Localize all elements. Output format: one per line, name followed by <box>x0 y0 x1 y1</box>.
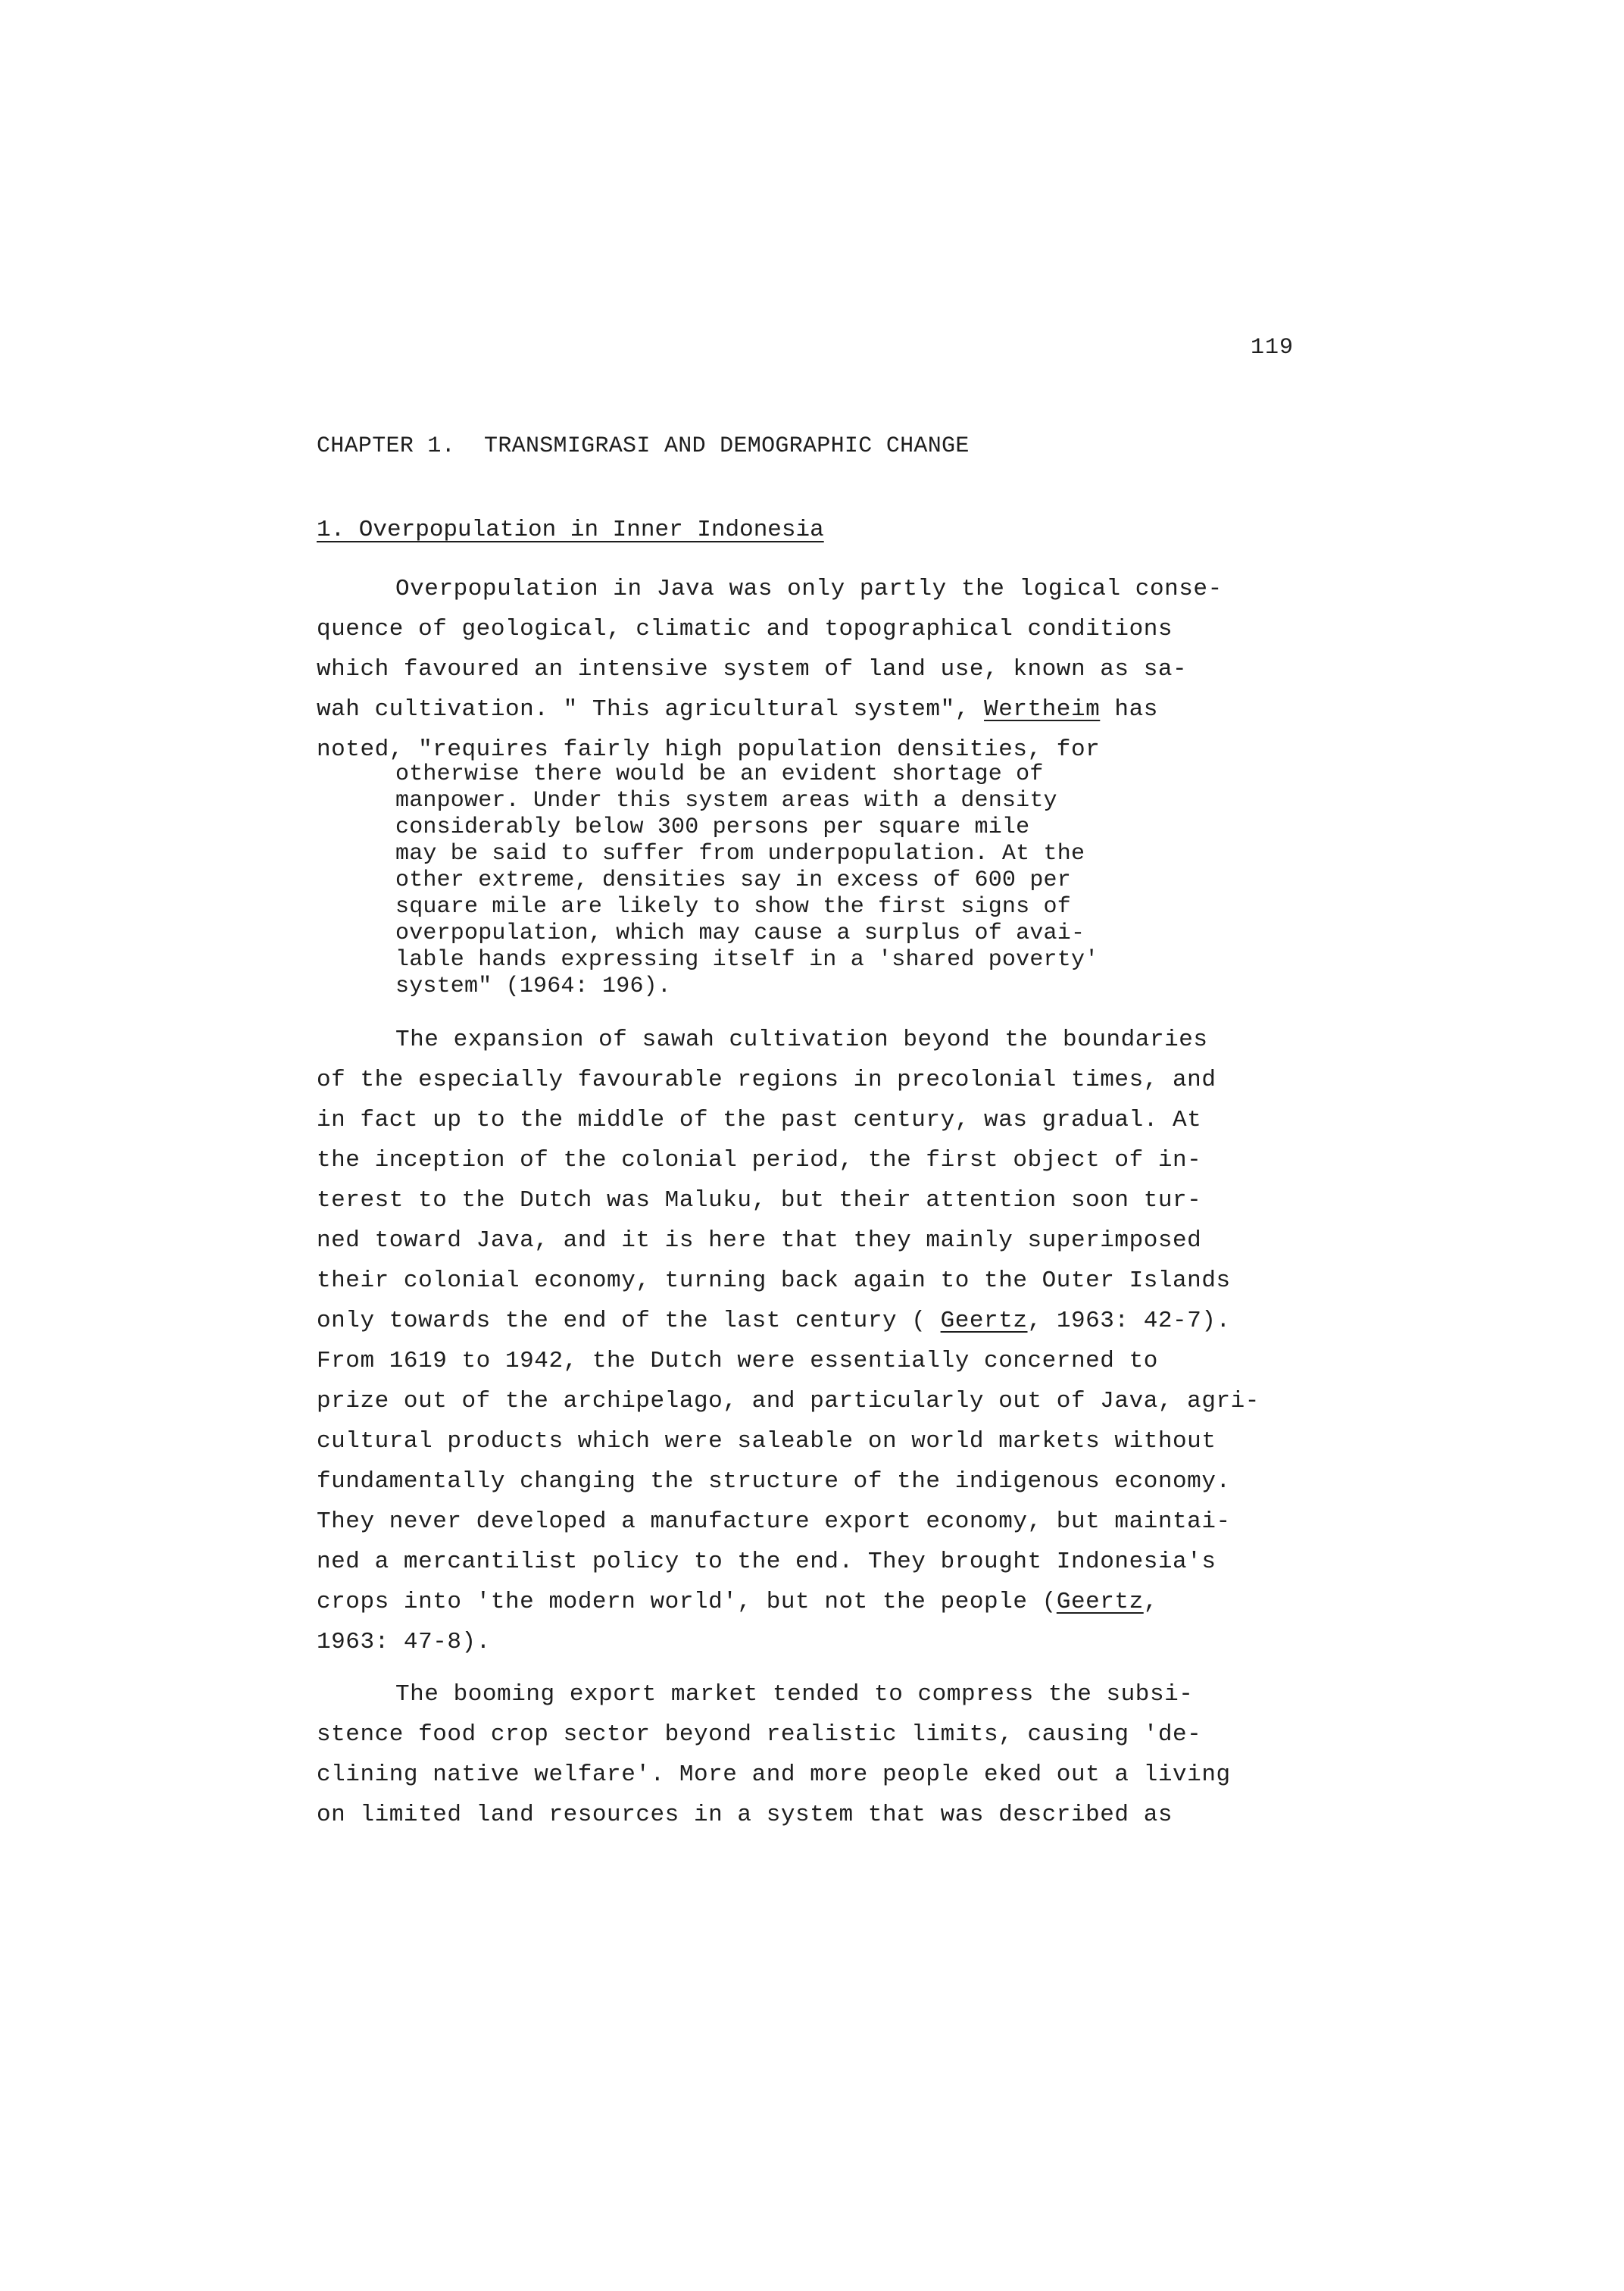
text-line <box>317 696 1158 723</box>
text-span: crops into 'the modern world', but not the people ( <box>317 1589 1057 1615</box>
quote-line: lable hands expressing itself in a 'shared poverty' <box>395 947 1099 973</box>
quote-line: manpower. Under this system areas with a density <box>395 788 1057 814</box>
text-span: has <box>1100 696 1158 723</box>
text-line: cultural products which were saleable on world markets without <box>317 1428 1216 1455</box>
text-line: They never developed a manufacture export economy, but maintai- <box>317 1508 1231 1535</box>
author-citation: Geertz <box>1056 1589 1144 1615</box>
text-line: on limited land resources in a system that was described as <box>317 1802 1173 1828</box>
text-line: which favoured an intensive system of land use, known as sa- <box>317 656 1188 683</box>
text-span: only towards the end of the last century ( <box>317 1308 941 1334</box>
text-line: of the especially favourable regions in precolonial times, and <box>317 1067 1216 1093</box>
text-line: terest to the Dutch was Maluku, but their attention soon tur- <box>317 1187 1202 1214</box>
text-line: stence food crop sector beyond realistic limits, causing 'de- <box>317 1721 1202 1748</box>
text-line: ned a mercantilist policy to the end. They brought Indonesia's <box>317 1549 1216 1575</box>
text-line: in fact up to the middle of the past century, was gradual. At <box>317 1107 1202 1133</box>
text-line: From 1619 to 1942, the Dutch were essentially concerned to <box>317 1348 1158 1374</box>
text-line: the inception of the colonial period, the first object of in- <box>317 1147 1202 1174</box>
text-line: quence of geological, climatic and topographical conditions <box>317 616 1173 642</box>
section-heading: 1. Overpopulation in Inner Indonesia <box>317 517 824 543</box>
author-citation: Geertz <box>940 1308 1028 1334</box>
quote-line: overpopulation, which may cause a surplus of avai- <box>395 920 1085 946</box>
author-citation: Wertheim <box>984 696 1101 723</box>
quote-line: may be said to suffer from underpopulation. At the <box>395 841 1085 867</box>
text-line: their colonial economy, turning back again to the Outer Islands <box>317 1267 1231 1294</box>
text-line: noted, "requires fairly high population densities, for <box>317 736 1101 763</box>
chapter-label: CHAPTER 1. <box>317 433 456 459</box>
quote-line: system" (1964: 196). <box>395 974 672 999</box>
text-line <box>317 1308 1231 1334</box>
text-line: The expansion of sawah cultivation beyond the boundaries <box>395 1027 1208 1053</box>
text-line: fundamentally changing the structure of the indigenous economy. <box>317 1468 1231 1495</box>
text-span: , 1963: 42-7). <box>1027 1308 1231 1334</box>
quote-line: otherwise there would be an evident shortage of <box>395 761 1044 787</box>
quote-line: square mile are likely to show the first signs of <box>395 894 1071 920</box>
chapter-title <box>317 433 970 459</box>
text-span: , <box>1143 1589 1158 1615</box>
text-line: 1963: 47-8). <box>317 1629 491 1655</box>
text-line: The booming export market tended to compress the subsi- <box>395 1681 1194 1708</box>
text-line: prize out of the archipelago, and particularly out of Java, agri- <box>317 1388 1260 1414</box>
text-span: wah cultivation. " This agricultural system", <box>317 696 985 723</box>
text-line: Overpopulation in Java was only partly the logical conse- <box>395 576 1223 602</box>
chapter-name: TRANSMIGRASI AND DEMOGRAPHIC CHANGE <box>484 433 970 459</box>
text-line: clining native welfare'. More and more people eked out a living <box>317 1761 1231 1788</box>
quote-line: other extreme, densities say in excess of 600 per <box>395 867 1071 893</box>
text-line <box>317 1589 1158 1615</box>
quote-line: considerably below 300 persons per square mile <box>395 814 1030 840</box>
page-number: 119 <box>1251 335 1295 361</box>
text-line: ned toward Java, and it is here that they mainly superimposed <box>317 1227 1202 1254</box>
